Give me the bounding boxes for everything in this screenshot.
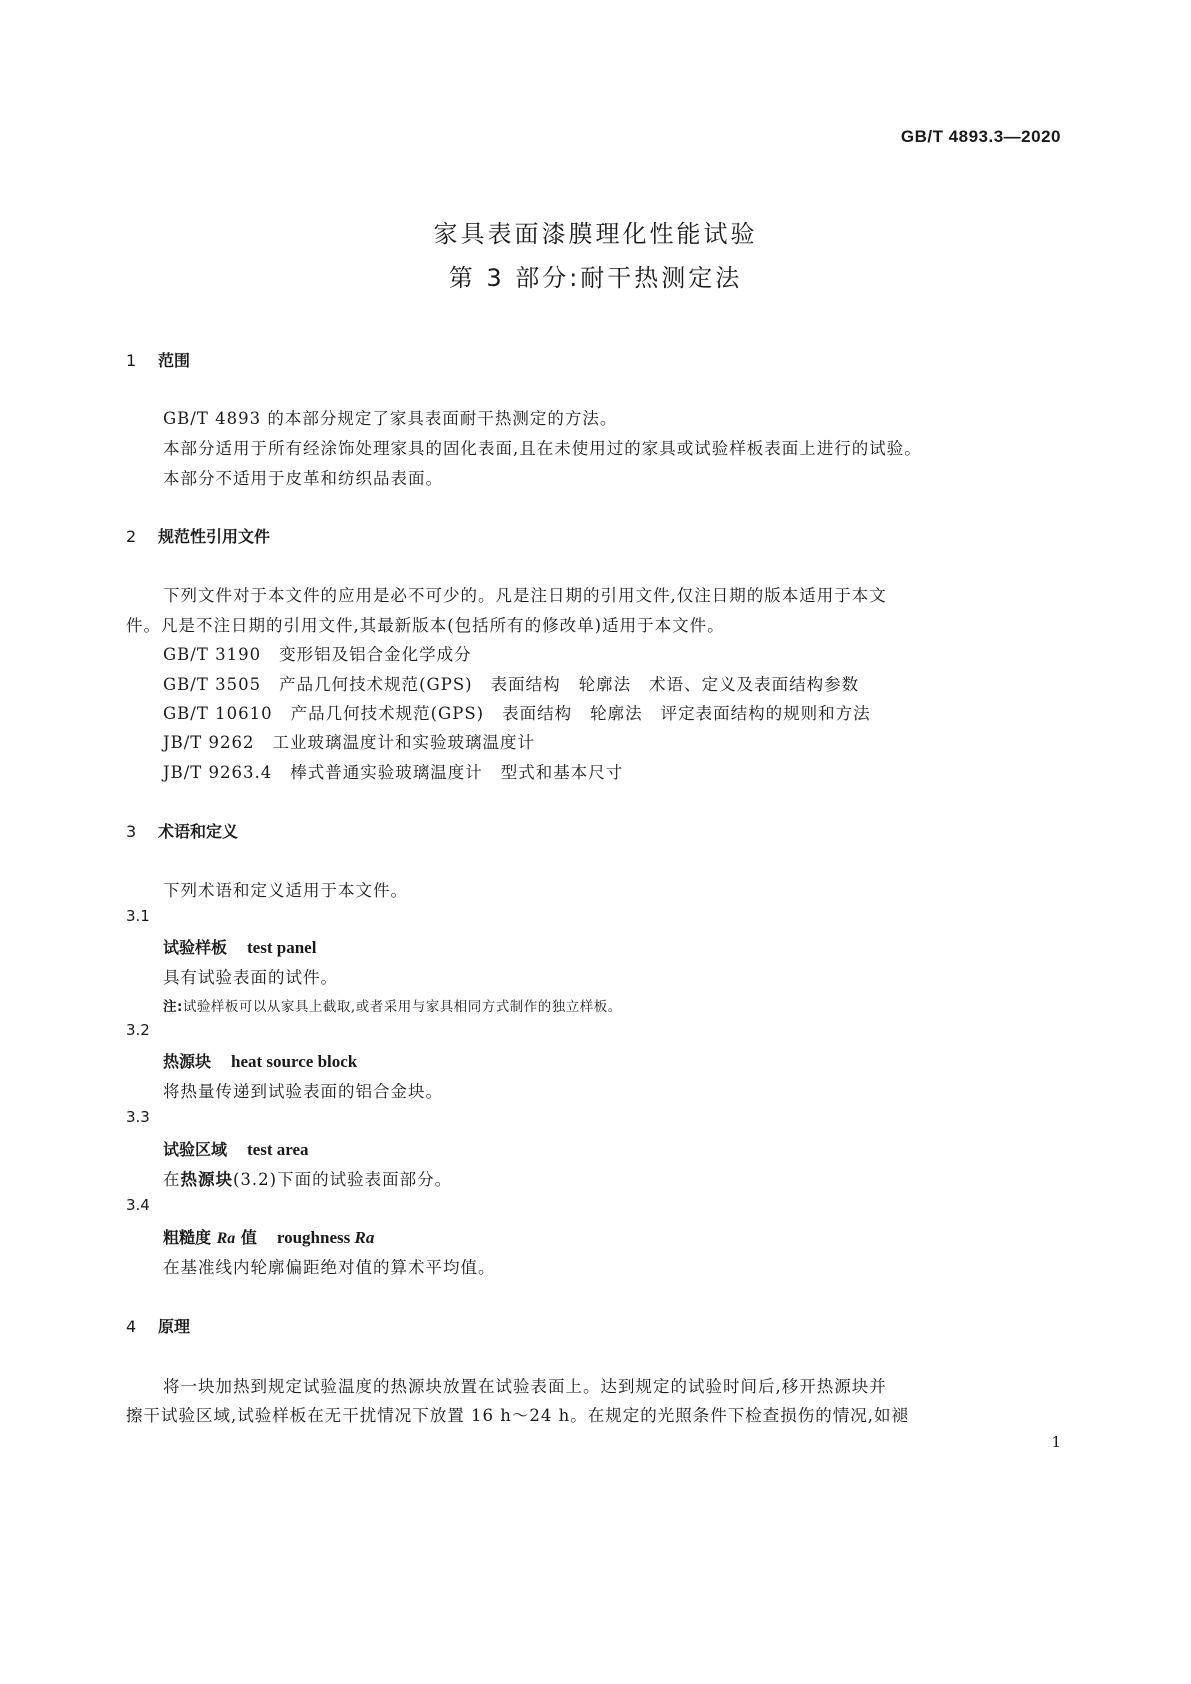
section-title: 规范性引用文件 — [158, 527, 271, 546]
section-2-heading — [126, 524, 270, 547]
section-3-heading — [126, 819, 238, 842]
term-en: test area — [247, 1140, 309, 1159]
section-number: 3 — [126, 822, 137, 841]
reference-item — [163, 729, 535, 753]
reference-title: 术语、定义及表面结构参数 — [649, 675, 860, 694]
term-zh: 粗糙度 — [163, 1228, 212, 1247]
term-heading — [163, 1225, 374, 1248]
section-title: 术语和定义 — [158, 822, 239, 841]
term-en-text: roughness — [276, 1228, 351, 1247]
standard-code: GB/T 4893.3—2020 — [900, 127, 1061, 146]
paragraph: 下列文件对于本文件的应用是必不可少的。凡是注日期的引用文件,仅注日期的版本适用于本文 — [163, 586, 887, 605]
reference-item — [163, 759, 623, 783]
term-zh: 试验样板 — [163, 938, 228, 957]
section-4-heading — [126, 1314, 190, 1337]
paragraph: 下列术语和定义适用于本文件。 — [163, 881, 408, 900]
reference-code: GB/T 3505 — [163, 675, 262, 694]
section-title: 原理 — [158, 1317, 191, 1336]
reference-title: 产品几何技术规范(GPS) — [279, 675, 473, 694]
reference-title: 轮廓法 — [590, 704, 643, 723]
term-en: test panel — [247, 938, 317, 957]
term-reference: 热源块 — [180, 1170, 233, 1189]
term-number: 3.2 — [126, 1021, 150, 1039]
section-title: 范围 — [158, 351, 191, 370]
reference-code: GB/T 10610 — [163, 704, 273, 723]
reference-title: 产品几何技术规范(GPS) — [290, 704, 485, 723]
section-1-heading — [126, 348, 190, 371]
page-number: 1 — [1051, 1433, 1061, 1451]
reference-title: 工业玻璃温度计和实验玻璃温度计 — [272, 733, 536, 752]
term-number: 3.3 — [126, 1108, 150, 1126]
note-label: 注: — [163, 999, 183, 1015]
document-title-line2: 第 3 部分:耐干热测定法 — [448, 264, 743, 292]
paragraph: 本部分不适用于皮革和纺织品表面。 — [163, 469, 443, 488]
reference-code: JB/T 9262 — [163, 733, 255, 752]
paragraph: 本部分适用于所有经涂饰处理家具的固化表面,且在未使用过的家具或试验样板表面上进行的试验。 — [163, 439, 922, 458]
reference-item — [163, 700, 871, 724]
term-heading — [163, 935, 316, 958]
term-zh: 值 — [240, 1228, 257, 1247]
term-en — [277, 1228, 374, 1247]
section-number: 1 — [126, 351, 137, 370]
reference-code: JB/T 9263.4 — [163, 763, 273, 782]
reference-item — [163, 671, 859, 695]
definition-text: (3.2)下面的试验表面部分。 — [233, 1170, 453, 1189]
paragraph: GB/T 4893 的本部分规定了家具表面耐干热测定的方法。 — [163, 409, 618, 428]
document-title-line1: 家具表面漆膜理化性能试验 — [433, 220, 758, 248]
reference-title: 变形铝及铝合金化学成分 — [279, 645, 472, 664]
term-en: heat source block — [231, 1052, 358, 1071]
paragraph: 将一块加热到规定试验温度的热源块放置在试验表面上。达到规定的试验时间后,移开热源块并 — [163, 1377, 887, 1396]
term-symbol: Ra — [216, 1230, 236, 1247]
term-definition: 在基准线内轮廓偏距绝对值的算术平均值。 — [163, 1258, 496, 1277]
term-heading — [163, 1137, 309, 1160]
term-definition — [163, 1166, 452, 1190]
reference-title: 表面结构 — [502, 704, 573, 723]
reference-title: 型式和基本尺寸 — [500, 763, 624, 782]
term-note — [163, 995, 622, 1015]
reference-title: 表面结构 — [490, 675, 561, 694]
term-zh: 试验区域 — [163, 1140, 228, 1159]
term-symbol: Ra — [354, 1228, 375, 1247]
term-definition: 具有试验表面的试件。 — [163, 968, 338, 987]
paragraph: 件。凡是不注日期的引用文件,其最新版本(包括所有的修改单)适用于本文件。 — [126, 616, 725, 635]
reference-title: 评定表面结构的规则和方法 — [660, 704, 871, 723]
reference-title: 棒式普通实验玻璃温度计 — [290, 763, 483, 782]
term-heading — [163, 1049, 357, 1072]
reference-code: GB/T 3190 — [163, 645, 262, 664]
note-text: 试验样板可以从家具上截取,或者采用与家具相同方式制作的独立样板。 — [182, 999, 622, 1015]
reference-title: 轮廓法 — [578, 675, 632, 694]
reference-item — [163, 641, 472, 665]
section-number: 2 — [126, 527, 137, 546]
term-number: 3.1 — [126, 907, 150, 925]
section-number: 4 — [126, 1317, 137, 1336]
term-zh: 热源块 — [163, 1052, 212, 1071]
paragraph: 擦干试验区域,试验样板在无干扰情况下放置 16 h～24 h。在规定的光照条件下检查损伤的情况,如褪 — [126, 1406, 909, 1425]
term-definition: 将热量传递到试验表面的铝合金块。 — [163, 1082, 443, 1101]
term-number: 3.4 — [126, 1196, 150, 1214]
definition-text: 在 — [163, 1170, 181, 1189]
